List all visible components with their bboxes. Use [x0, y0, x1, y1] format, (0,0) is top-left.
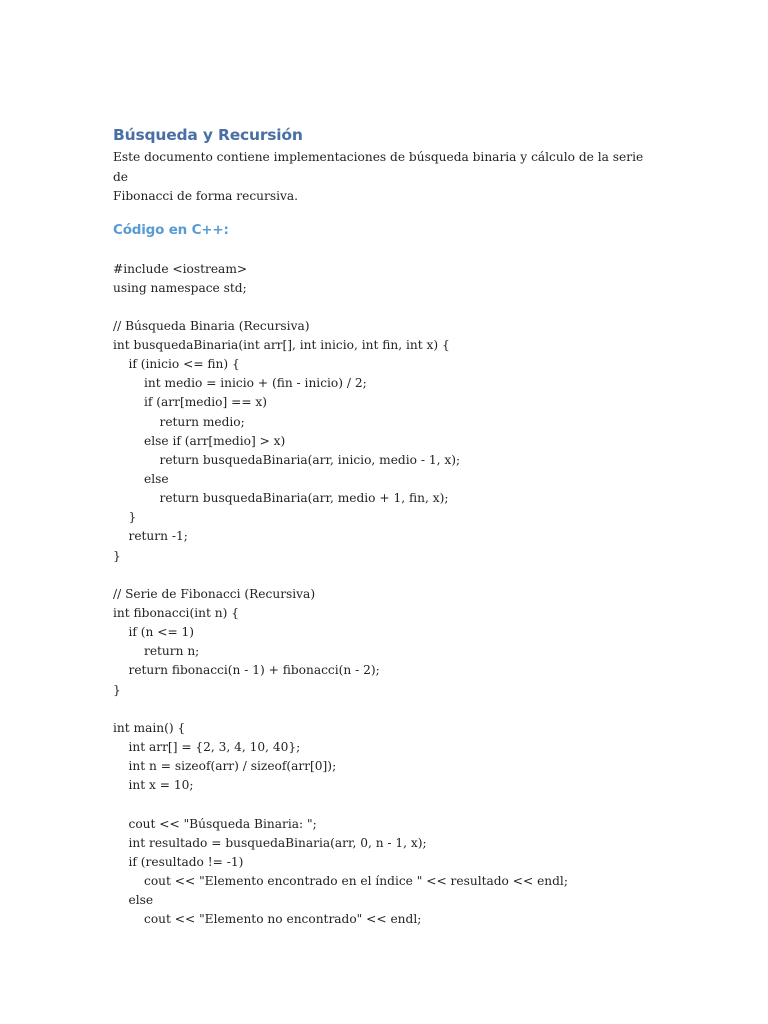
code-line: if (inicio <= fin) {	[113, 357, 240, 372]
code-line: else if (arr[medio] > x)	[113, 433, 286, 448]
code-line: int n = sizeof(arr) / sizeof(arr[0]);	[113, 759, 337, 774]
code-line: return -1;	[113, 529, 188, 544]
intro-line-2: Fibonacci de forma recursiva.	[113, 189, 299, 203]
code-line	[113, 566, 653, 585]
code-line: return fibonacci(n - 1) + fibonacci(n - 2);	[113, 663, 380, 678]
code-block	[113, 260, 653, 930]
code-line: if (resultado != -1)	[113, 854, 244, 869]
intro-paragraph	[113, 148, 653, 207]
document-title: Búsqueda y Recursión	[113, 126, 303, 144]
code-line: if (arr[medio] == x)	[113, 395, 268, 410]
code-line: return busquedaBinaria(arr, inicio, medio - 1, x);	[113, 452, 461, 467]
document-body	[113, 124, 653, 929]
code-line: }	[113, 548, 121, 563]
code-line: int arr[] = {2, 3, 4, 10, 40};	[113, 740, 301, 755]
code-line	[113, 795, 653, 814]
code-line: return busquedaBinaria(arr, medio + 1, fin, x);	[113, 491, 449, 506]
code-line: else	[113, 893, 154, 908]
code-line: cout << "Elemento encontrado en el índice " << resultado << endl;	[113, 874, 568, 888]
code-line: cout << "Búsqueda Binaria: ";	[113, 816, 317, 831]
code-line: #include <iostream>	[113, 261, 248, 276]
code-line: int resultado = busquedaBinaria(arr, 0, n - 1, x);	[113, 835, 427, 850]
code-line: else	[113, 472, 169, 487]
code-line: int medio = inicio + (fin - inicio) / 2;	[113, 376, 367, 391]
code-line: int fibonacci(int n) {	[113, 606, 239, 621]
code-line: cout << "Elemento no encontrado" << endl;	[113, 912, 422, 927]
code-line: int x = 10;	[113, 778, 194, 793]
code-line: int busquedaBinaria(int arr[], int inicio, int fin, int x) {	[113, 338, 450, 353]
code-line: using namespace std;	[113, 280, 247, 295]
code-line	[113, 700, 653, 719]
code-line	[113, 298, 653, 317]
code-heading: Código en C++:	[113, 221, 229, 238]
code-line: }	[113, 682, 121, 697]
code-line: return medio;	[113, 414, 245, 429]
code-line: // Búsqueda Binaria (Recursiva)	[113, 318, 310, 333]
code-line: return n;	[113, 644, 200, 659]
code-line: // Serie de Fibonacci (Recursiva)	[113, 586, 316, 601]
code-line: int main() {	[113, 720, 186, 735]
code-line: if (n <= 1)	[113, 625, 195, 640]
code-line: }	[113, 510, 137, 525]
intro-line-1: Este documento contiene implementaciones de búsqueda binaria y cálculo de la serie de	[113, 150, 644, 184]
